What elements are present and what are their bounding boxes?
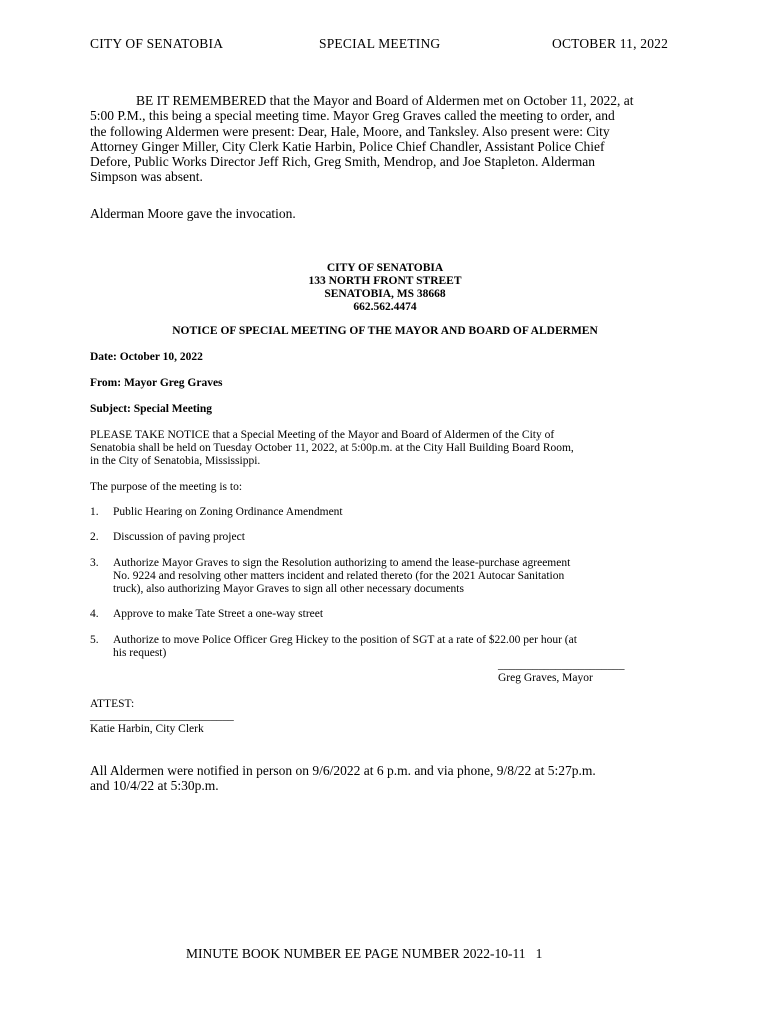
letterhead	[0, 262, 770, 314]
notification-line: All Aldermen were notified in person on 9/6/2022 at 6 p.m. and via phone, 9/8/22 at 5:27p.m.	[90, 763, 596, 778]
notice-body-line: in the City of Senatobia, Mississippi.	[90, 455, 261, 467]
intro-line: 5:00 P.M., this being a special meeting time. Mayor Greg Graves called the meeting to order, and	[90, 108, 615, 124]
invocation-text: Alderman Moore gave the invocation.	[90, 206, 296, 221]
intro-paragraph	[90, 93, 690, 185]
list-item-text: Authorize Mayor Graves to sign the Resolution authorizing to amend the lease-purchase agreement	[113, 557, 571, 569]
list-item-number: 4.	[90, 608, 99, 620]
notice-body-line: Senatobia shall be held on Tuesday October 11, 2022, at 5:00p.m. at the City Hall Building Board Room,	[90, 442, 574, 454]
list-item-number: 2.	[90, 531, 99, 543]
list-item-text: Discussion of paving project	[113, 531, 245, 543]
list-item-number: 3.	[90, 557, 99, 569]
list-item-text: Authorize to move Police Officer Greg Hickey to the position of SGT at a rate of $22.00 per hour (at	[113, 634, 577, 646]
list-item-number: 1.	[90, 506, 99, 518]
attest-label: ATTEST:	[90, 698, 135, 710]
mayor-signature-name: Greg Graves, Mayor	[498, 672, 593, 684]
mayor-signature-line: ______________________	[498, 659, 625, 671]
letterhead-city: SENATOBIA, MS 38668	[324, 288, 446, 300]
notice-body	[90, 429, 680, 468]
list-item-text: No. 9224 and resolving other matters incident and related thereto (for the 2021 Autocar Sanitation	[113, 570, 565, 582]
intro-line: Defore, Public Works Director Jeff Rich, Greg Smith, Mendrop, and Joe Stapleton. Alderman	[90, 154, 595, 170]
intro-line: BE IT REMEMBERED that the Mayor and Board of Aldermen met on October 11, 2022, at	[136, 93, 634, 108]
list-item-text: Approve to make Tate Street a one-way street	[113, 608, 324, 620]
notice-body-line: PLEASE TAKE NOTICE that a Special Meeting of the Mayor and Board of Aldermen of the City of	[90, 429, 555, 441]
intro-line: Attorney Ginger Miller, City Clerk Katie Harbin, Police Chief Chandler, Assistant Police Chief	[90, 138, 605, 154]
page-footer: MINUTE BOOK NUMBER EE PAGE NUMBER 2022-10-11 1	[186, 946, 543, 961]
notice-from: From: Mayor Greg Graves	[90, 377, 223, 389]
header-city: CITY OF SENATOBIA	[90, 36, 224, 51]
list-item-text: truck), also authorizing Mayor Graves to sign all other necessary documents	[113, 583, 464, 595]
letterhead-street: 133 NORTH FRONT STREET	[308, 275, 462, 287]
list-item-number: 5.	[90, 634, 99, 646]
list-item-text: Public Hearing on Zoning Ordinance Amendment	[113, 506, 343, 518]
letterhead-phone: 662.562.4474	[353, 301, 417, 313]
notice-title: NOTICE OF SPECIAL MEETING OF THE MAYOR AND BOARD OF ALDERMEN	[172, 325, 598, 337]
attest-name: Katie Harbin, City Clerk	[90, 723, 204, 735]
list-item-text: his request)	[113, 647, 167, 659]
attest-signature-line: _________________________	[90, 710, 234, 722]
notice-date: Date: October 10, 2022	[90, 351, 203, 363]
intro-line: Simpson was absent.	[90, 169, 203, 185]
intro-line: the following Aldermen were present: Dear, Hale, Moore, and Tanksley. Also present were: City	[90, 123, 610, 139]
notification-line: and 10/4/22 at 5:30p.m.	[90, 778, 219, 794]
header-date: OCTOBER 11, 2022	[552, 36, 669, 51]
letterhead-name: CITY OF SENATOBIA	[326, 262, 444, 274]
purpose-intro: The purpose of the meeting is to:	[90, 481, 243, 493]
notice-subject: Subject: Special Meeting	[90, 403, 213, 415]
header-meeting-type: SPECIAL MEETING	[319, 36, 441, 51]
notification-paragraph	[90, 763, 690, 794]
